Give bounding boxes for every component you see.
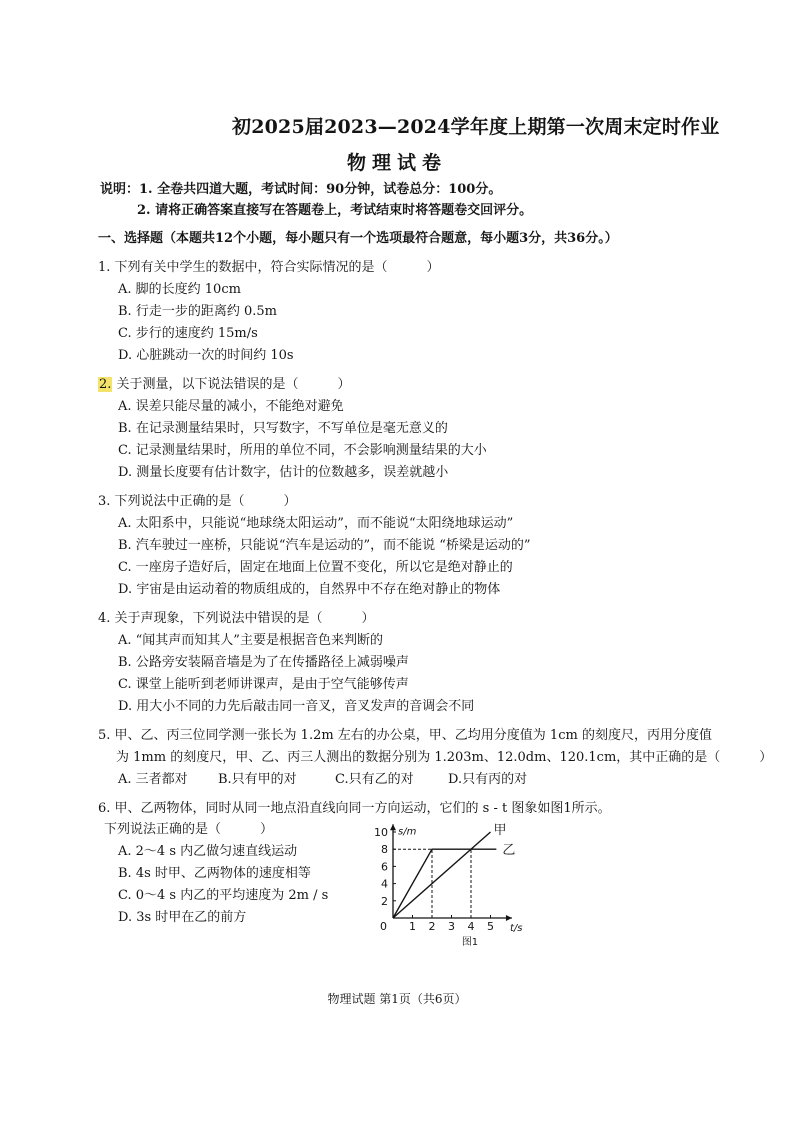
q2-number-highlight: 2. — [99, 377, 112, 392]
q6-option-d: D. 3s 时甲在乙的前方 — [118, 910, 247, 925]
note-2: 2. 请将正确答案直接写在答题卷上，考试结束时将答题卷交回评分。 — [137, 203, 533, 218]
q5-option-b: B.只有甲的对 — [218, 772, 297, 787]
y-tick-label: 10 — [374, 826, 388, 839]
q4-option-c: C. 课堂上能听到老师讲课声，是由于空气能够传声 — [118, 677, 409, 692]
q6-option-c: C. 0～4 s 内乙的平均速度为 2m / s — [118, 888, 329, 903]
series-line-jia — [393, 832, 491, 918]
q3-option-b: B. 汽车驶过一座桥，只能说“汽车是运动的”，而不能说 “桥梁是运动的” — [118, 538, 531, 553]
page-subtitle: 物理试卷 — [346, 152, 447, 174]
q5-option-a: A. 三者都对 — [118, 772, 188, 787]
note-1: 说明：1. 全卷共四道大题，考试时间：90分钟，试卷总分：100分。 — [100, 182, 502, 197]
series-line-yi — [393, 849, 496, 918]
q2-option-b: B. 在记录测量结果时，只写数字，不写单位是毫无意义的 — [118, 421, 448, 436]
x-tick-label: 1 — [409, 920, 416, 933]
q3-option-d: D. 宇宙是由运动着的物质组成的，自然界中不存在绝对静止的物体 — [118, 582, 501, 597]
x-axis-arrow — [506, 915, 512, 921]
q6-option-a: A. 2～4 s 内乙做匀速直线运动 — [118, 844, 298, 859]
q6-option-b: B. 4s 时甲、乙两物体的速度相等 — [118, 866, 311, 881]
y-tick-label: 8 — [381, 843, 388, 857]
q2-stem-text: 关于测量，以下说法错误的是（ ） — [112, 377, 351, 392]
q2-option-a: A. 误差只能尽量的减小，不能绝对避免 — [118, 399, 344, 414]
q3-option-a: A. 太阳系中，只能说“地球绕太阳运动”，而不能说“太阳绕地球运动” — [118, 516, 514, 531]
q1-option-a: A. 脚的长度约 10cm — [118, 282, 241, 297]
q1-option-c: C. 步行的速度约 15m/s — [118, 326, 258, 341]
q5-stem-line2: 为 1mm 的刻度尺，甲、乙、丙三人测出的数据分别为 1.203m、12.0dm、120.1cm，其中正确的是（ ） — [116, 750, 773, 765]
figure-caption: 图1 — [461, 937, 479, 948]
x-tick-label: 3 — [448, 920, 455, 933]
series-label-jia: 甲 — [493, 823, 507, 838]
st-graph-figure — [360, 806, 560, 956]
x-tick-label: 5 — [487, 920, 494, 933]
x-tick-label: 2 — [428, 920, 436, 933]
y-axis-arrow — [390, 824, 396, 830]
origin-label: 0 — [380, 920, 387, 933]
q1-option-d: D. 心脏跳动一次的时间约 10s — [118, 348, 294, 363]
series-label-yi: 乙 — [502, 843, 516, 859]
y-tick-label: 6 — [381, 860, 388, 874]
x-axis-label: t/s — [509, 923, 523, 934]
q6-stem-line1: 6. 甲、乙两物体，同时从同一地点沿直线向同一方向运动，它们的 s - t 图象如图1所示。 — [98, 801, 611, 816]
section-heading: 一、选择题（本题共12个小题，每小题只有一个选项最符合题意，每小题3分，共36分。） — [98, 231, 618, 246]
q3-stem: 3. 下列说法中正确的是（ ） — [98, 494, 297, 509]
q2-stem — [98, 377, 351, 393]
y-tick-label: 2 — [381, 894, 388, 908]
q4-option-a: A. “闻其声而知其人”主要是根据音色来判断的 — [118, 633, 383, 648]
page-footer: 物理试题 第1页（共6页） — [327, 992, 467, 1006]
page-title: 初2025届2023—2024学年度上期第一次周末定时作业 — [232, 116, 720, 138]
q1-option-b: B. 行走一步的距离约 0.5m — [118, 304, 277, 319]
q3-option-c: C. 一座房子造好后，固定在地面上位置不变化，所以它是绝对静止的 — [118, 560, 513, 575]
q2-option-c: C. 记录测量结果时，所用的单位不同，不会影响测量结果的大小 — [118, 443, 487, 458]
q5-option-d: D.只有丙的对 — [448, 772, 528, 787]
x-tick-label: 4 — [467, 920, 475, 933]
q4-stem: 4. 关于声现象，下列说法中错误的是（ ） — [98, 611, 375, 626]
q5-option-c: C.只有乙的对 — [335, 772, 414, 787]
q4-option-d: D. 用大小不同的力先后敲击同一音叉，音叉发声的音调会不同 — [118, 699, 475, 714]
y-tick-label: 4 — [381, 877, 388, 891]
q4-option-b: B. 公路旁安装隔音墙是为了在传播路径上减弱噪声 — [118, 655, 409, 670]
q1-stem: 1. 下列有关中学生的数据中，符合实际情况的是（ ） — [98, 260, 440, 275]
q6-stem-line2: 下列说法正确的是（ ） — [104, 822, 274, 837]
q2-option-d: D. 测量长度要有估计数字，估计的位数越多，误差就越小 — [118, 465, 449, 480]
y-axis-label: s/m — [398, 826, 417, 838]
q5-stem-line1: 5. 甲、乙、丙三位同学测一张长为 1.2m 左右的办公桌，甲、乙均用分度值为 1cm 的刻度尺，丙用分度值 — [98, 728, 712, 743]
